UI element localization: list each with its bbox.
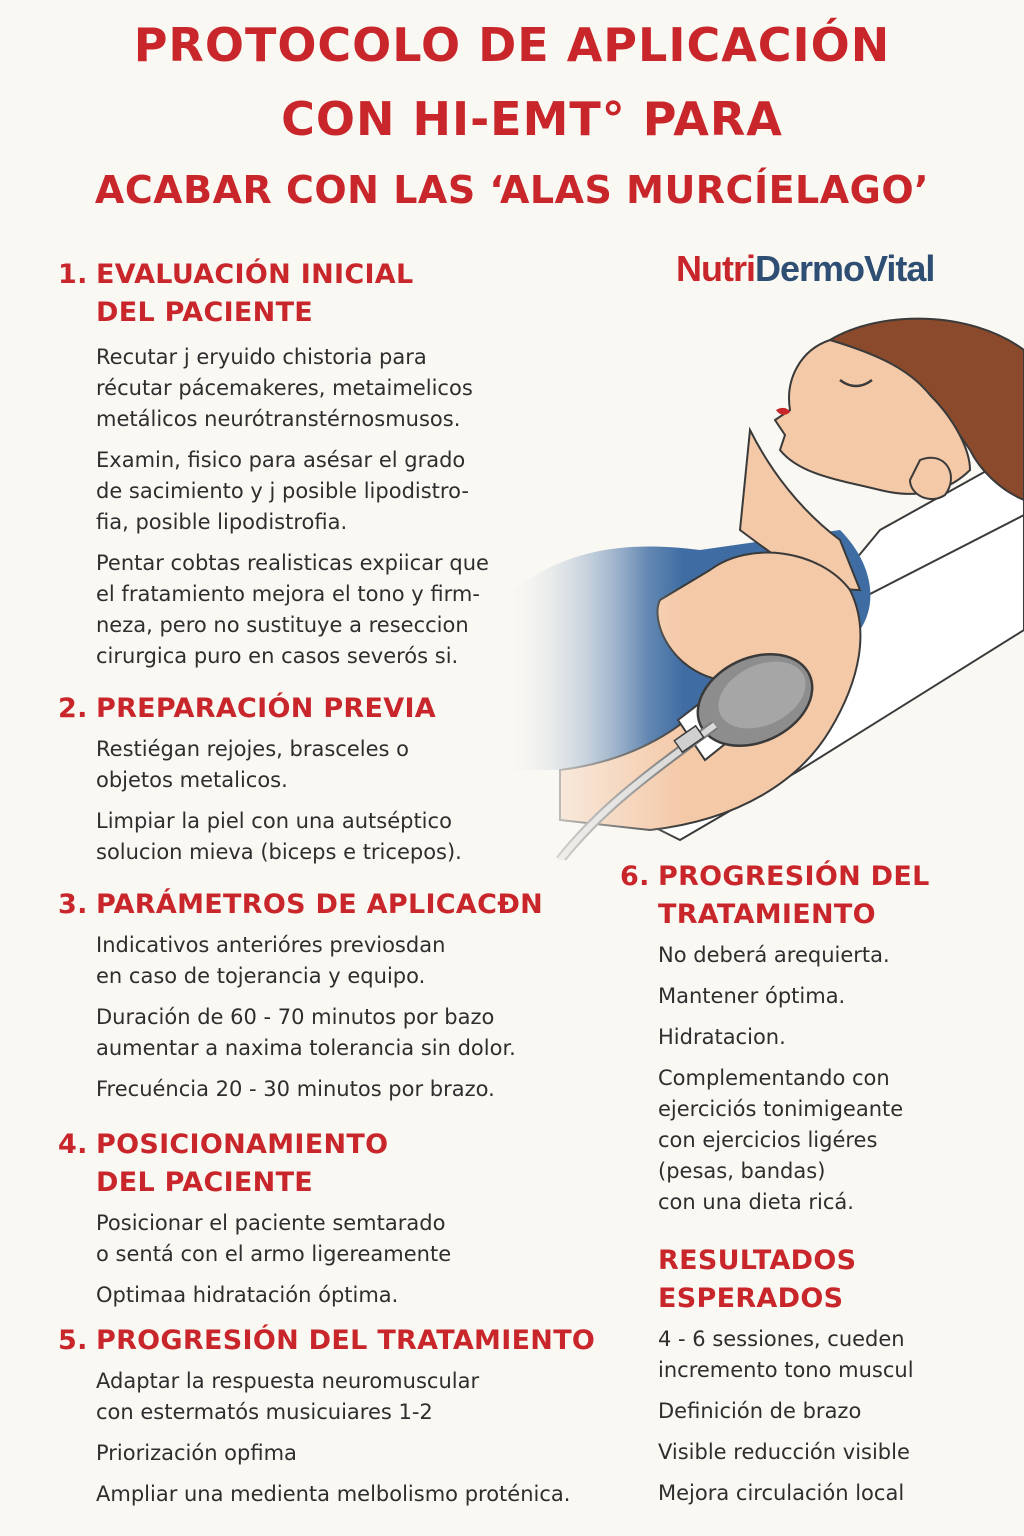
results-item: Visible reducción visible [658,1440,910,1464]
section-paragraph: Duración de 60 - 70 minutos por bazo aumentar a naxima tolerancia sin dolor. [96,1005,516,1060]
section-paragraph: Indicativos anterióres previosdan en caso de tojerancia y equipo. [96,933,446,988]
section-progresion-1 [58,1322,618,1510]
section-heading [58,690,528,728]
section-paragraph: Hidratacion. [658,1025,786,1049]
section-parametros [58,886,578,1105]
section-heading [58,1126,538,1202]
section-paragraph: Limpiar la piel con una autséptico solucion mieva (biceps e tricepos). [96,809,462,864]
section-resultados [658,1242,998,1509]
section-paragraph: Posicionar el paciente semtarado o sentá con el armo ligereamente [96,1211,452,1266]
section-number: 1. [58,259,88,290]
section-number: 2. [58,693,88,724]
section-paragraph: Ampliar una medienta melbolismo proténica. [96,1482,571,1506]
section-title: PROGRESIÓN DEL TRATAMIENTO [96,1325,596,1356]
section-heading [58,1322,618,1360]
title-line-3: ACABAR CON LAS ‘ALAS MURCÍELAGO’ [94,168,930,212]
section-number: 4. [58,1129,88,1160]
section-paragraph: Restiégan rejojes, brasceles o objetos metalicos. [96,737,409,792]
title-line-1: PROTOCOLO DE APLICACIÓN [133,18,891,72]
section-heading [620,858,1000,934]
brand-logo-part2: DermoVital [755,248,935,289]
section-paragraph: No deberá arequierta. [658,943,890,967]
section-paragraph: Adaptar la respuesta neuromuscular con estermatós musicuiares 1-2 [96,1369,480,1424]
results-item: 4 - 6 sessiones, cueden incremento tono muscul [658,1327,914,1382]
results-item: Mejora circulación local [658,1481,905,1505]
section-title: PREPARACIÓN PREVIA [96,693,436,724]
section-title: PROGRESIÓN DEL TRATAMIENTO [658,861,930,930]
section-paragraph: Optimaa hidratación óptima. [96,1283,399,1307]
section-title: EVALUACIÓN INICIAL DEL PACIENTE [96,259,414,328]
patient-illustration [500,300,1024,860]
section-title: PARÁMETROS DE APLICACÐN [96,889,544,920]
brand-logo-part1: Nutri [676,248,755,289]
section-paragraph: Mantener óptima. [658,984,846,1008]
results-title: RESULTADOS ESPERADOS [658,1245,857,1314]
section-number: 6. [620,861,650,892]
section-posicionamiento [58,1126,538,1311]
section-paragraph: Recutar j eryuido chistoria para récutar pácemakeres, metaimelicos metálicos neurótranstérnosmusos. [96,345,473,431]
section-paragraph: Complementando con ejerciciós tonimigeante con ejercicios ligéres (pesas, bandas) con una dieta ricá. [658,1066,904,1214]
section-number: 3. [58,889,88,920]
section-paragraph: Examin, fisico para asésar el grado de sacimiento y j posible lipodistro- fia, posible lipodistrofia. [96,448,469,534]
section-paragraph: Frecuéncia 20 - 30 minutos por brazo. [96,1077,495,1101]
section-title: POSICIONAMIENTO DEL PACIENTE [96,1129,389,1198]
section-progresion-2 [620,858,1000,1218]
section-heading [58,886,578,924]
results-item: Definición de brazo [658,1399,862,1423]
section-preparacion [58,690,528,868]
section-evaluacion [58,256,538,672]
title-line-2: CON HI-EMT° PARA [281,92,783,146]
section-paragraph: Priorización opfima [96,1441,297,1465]
section-paragraph: Pentar cobtas realisticas expiicar que el fratamiento mejora el tono y firm- neza, pero no sustituye a reseccion cirurgica puro en casos severós si. [96,551,489,668]
section-number: 5. [58,1325,88,1356]
brand-logo [676,248,934,290]
section-heading [58,256,538,332]
